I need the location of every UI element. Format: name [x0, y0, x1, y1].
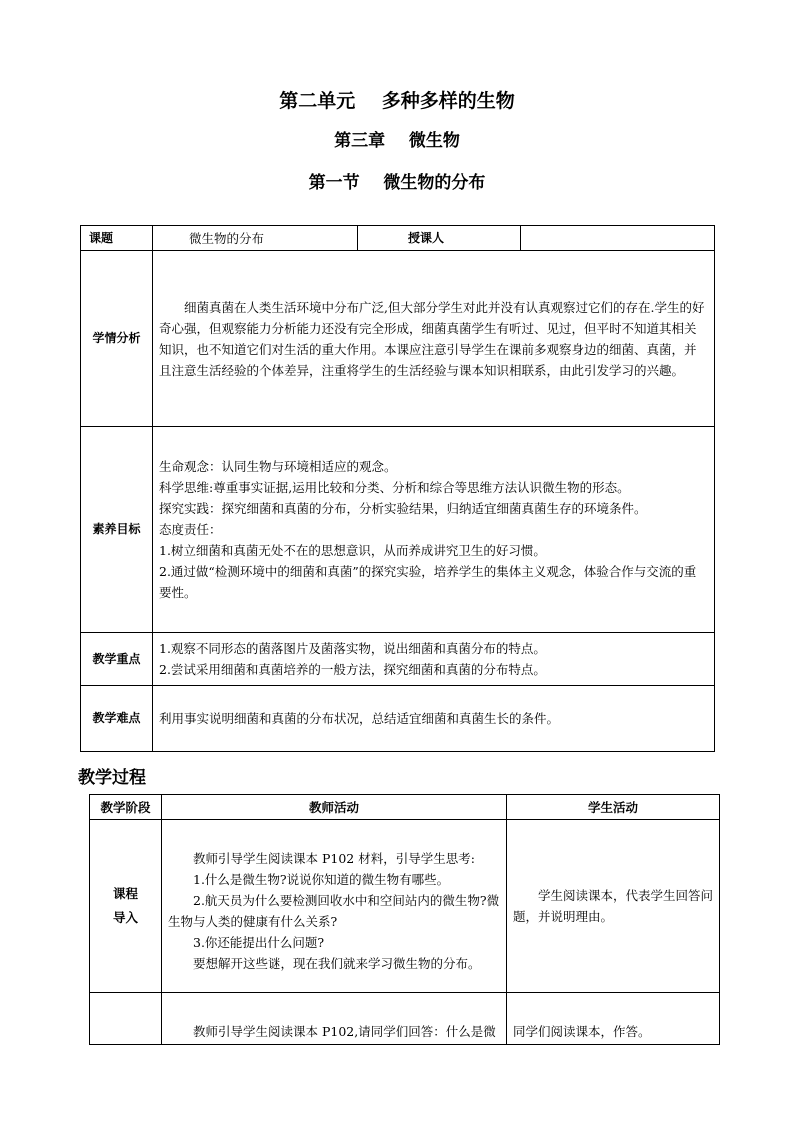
- student-activity: [507, 993, 720, 1045]
- goal-line: 科学思维:尊重事实证据,运用比较和分类、分析和综合等思维方法认识微生物的形态。: [159, 480, 630, 495]
- teacher-line: 3.你还能提出什么问题?: [193, 935, 325, 950]
- goal-line: 1.树立细菌和真菌无处不在的思想意识，从而养成讲究卫生的好习惯。: [159, 543, 546, 558]
- key-line: 1.观察不同形态的菌落图片及菌落实物，说出细菌和真菌分布的特点。: [159, 641, 546, 656]
- student-text: 同学们阅读课本，作答。: [513, 1024, 651, 1039]
- goals-cell: [153, 427, 715, 633]
- topic-value: 微生物的分布: [153, 226, 358, 251]
- teacher-line: 教师引导学生阅读课本 P102 材料，引导学生思考:: [193, 851, 475, 866]
- goal-line: 生命观念：认同生物与环境相适应的观念。: [159, 459, 397, 474]
- goal-line: 2.通过做“检测环境中的细菌和真菌”的探究实验，培养学生的集体主义观念，体验合作与交流的重要性。: [159, 564, 697, 600]
- analysis-text: 细菌真菌在人类生活环境中分布广泛,但大部分学生对此并没有认真观察过它们的存在.学生的好奇心强，但观察能力分析能力还没有完全形成，细菌真菌学生有听过、见过，但平时不知道其相关知识，也不知道它们对生活的重大作用。本课应注意引导学生在课前多观察身边的细菌、真菌，并且注意生活经验的个体差异，注重将学生的生活经验与课本知识相联系，由此引发学习的兴趣。: [159, 299, 705, 378]
- col-student-header: 学生活动: [507, 795, 720, 820]
- unit-title: 第二单元 多种多样的生物: [279, 90, 515, 112]
- teacher-line: 教师引导学生阅读课本 P102,请同学们回答：什么是微: [193, 1024, 496, 1039]
- teacher-line: 2.航天员为什么要检测回收水中和空间站内的微生物?微生物与人类的健康有什么关系?: [168, 893, 500, 929]
- teacher-activity: [162, 993, 507, 1045]
- key-line: 2.尝试采用细菌和真菌培养的一般方法，探究细菌和真菌的分布特点。: [159, 662, 546, 677]
- teacher-value: [521, 226, 715, 251]
- stage-line: 导入: [112, 910, 138, 925]
- difficulty-text: 利用事实说明细菌和真菌的分布状况，总结适宜细菌和真菌生长的条件。: [153, 686, 715, 752]
- process-table: [89, 794, 720, 1045]
- difficulty-label: 教学难点: [81, 686, 153, 752]
- goal-line: 探究实践：探究细菌和真菌的分布，分析实验结果，归纳适宜细菌真菌生存的环境条件。: [159, 501, 647, 516]
- student-activity: [507, 820, 720, 993]
- teacher-activity: [162, 820, 507, 993]
- key-cell: [153, 633, 715, 686]
- student-text: 学生阅读课本，代表学生回答问题，并说明理由。: [513, 888, 714, 924]
- col-stage-header: 教学阶段: [90, 795, 162, 820]
- col-teacher-header: 教师活动: [162, 795, 507, 820]
- stage-line: 课程: [112, 886, 138, 901]
- stage-cell: [90, 820, 162, 993]
- teacher-line: 要想解开这些谜，现在我们就来学习微生物的分布。: [193, 956, 481, 971]
- goals-label: 素养目标: [81, 427, 153, 633]
- section-title: 第一节 微生物的分布: [308, 173, 486, 193]
- teacher-label: 授课人: [358, 226, 521, 251]
- process-heading: 教学过程: [78, 768, 146, 788]
- stage-cell: [90, 993, 162, 1045]
- table-row: [90, 993, 720, 1045]
- table-row: [90, 820, 720, 993]
- topic-label: 课题: [81, 226, 153, 251]
- lesson-info-table: [80, 225, 715, 752]
- analysis-cell: [153, 251, 715, 427]
- analysis-label: 学情分析: [81, 251, 153, 427]
- goal-line: 态度责任：: [159, 522, 222, 537]
- teacher-line: 1.什么是微生物?说说你知道的微生物有哪些。: [193, 872, 450, 887]
- key-label: 教学重点: [81, 633, 153, 686]
- chapter-title: 第三章 微生物: [334, 131, 460, 151]
